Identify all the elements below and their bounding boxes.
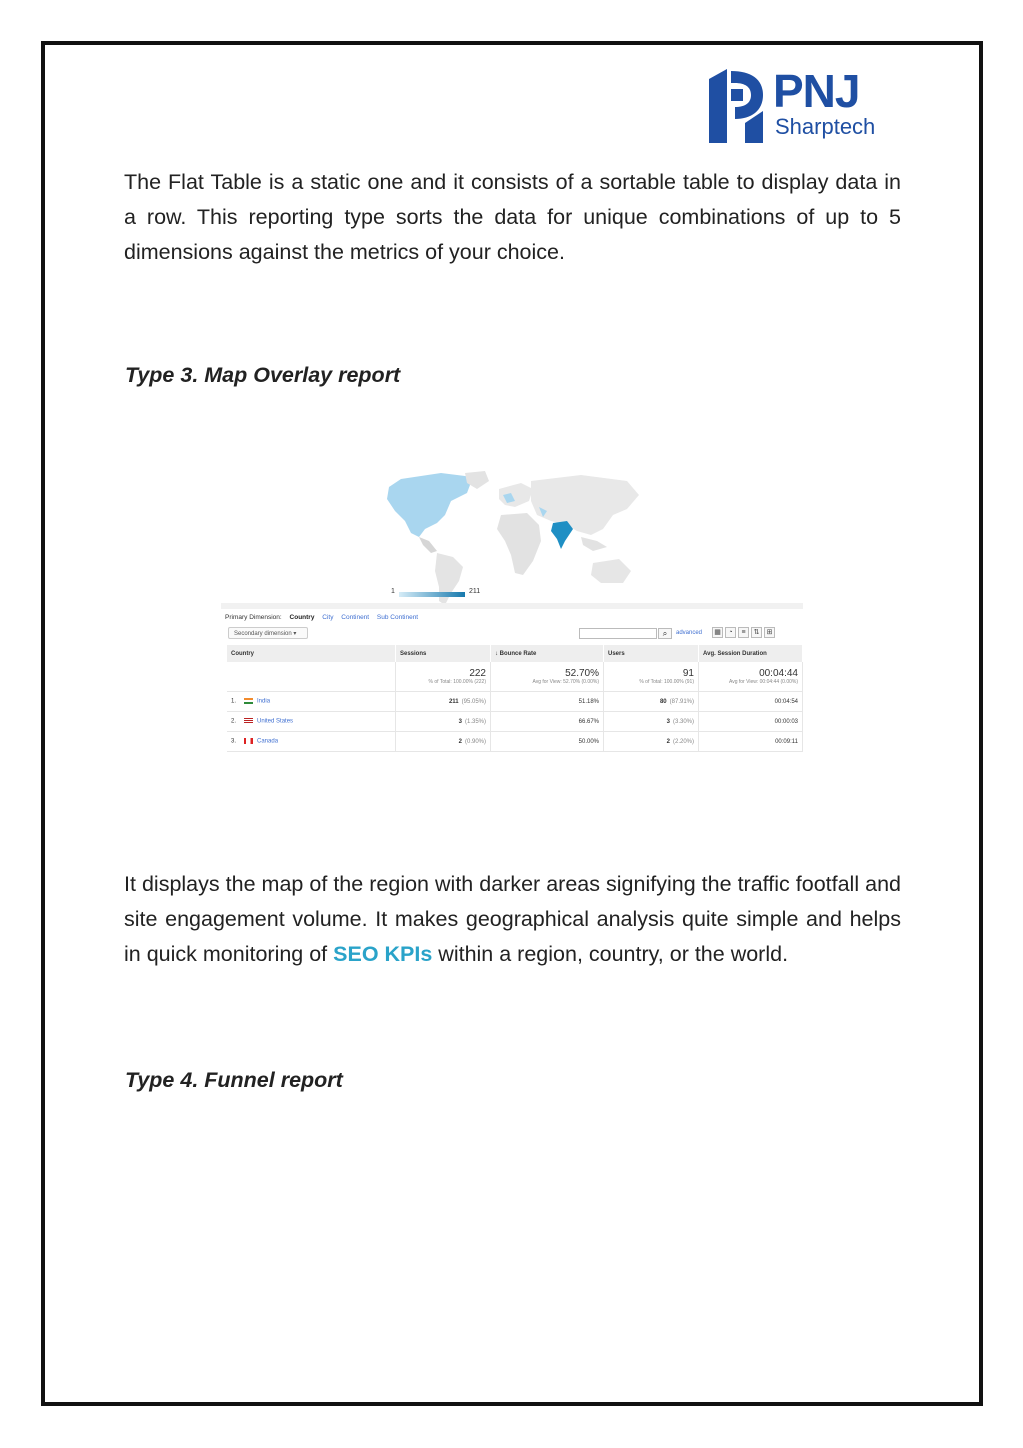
seo-kpis-link[interactable]: SEO KPIs <box>333 941 433 966</box>
duration-cell: 00:04:54 <box>699 692 803 712</box>
table-view-icon[interactable]: ▦ <box>712 627 723 638</box>
logo-sub-text: Sharptech <box>775 114 876 139</box>
map-overlay-screenshot <box>221 471 803 761</box>
page-frame <box>41 41 983 1406</box>
pivot-view-icon[interactable]: ⊞ <box>764 627 775 638</box>
us-flag-icon <box>244 718 253 724</box>
dimension-sub-continent[interactable]: Sub Continent <box>376 614 419 621</box>
dimension-city[interactable]: City <box>322 614 334 621</box>
sessions-cell <box>396 712 491 732</box>
table-search-input[interactable] <box>579 628 657 639</box>
users-value: 2 <box>666 738 670 745</box>
totals-users <box>604 662 699 692</box>
totals-users-value: 91 <box>682 668 694 679</box>
paragraph-text-before: It displays the map of the region with darker areas signifying the traffic footfall and site engagement volume. It makes geographical analysis quite simple and helps in quick monitoring of <box>124 872 901 966</box>
totals-users-sub: % of Total: 100.00% (91) <box>639 679 694 685</box>
performance-view-icon[interactable]: ≡ <box>738 627 749 638</box>
totals-sessions <box>396 662 491 692</box>
users-pct: (2.20%) <box>672 738 694 745</box>
company-logo <box>705 65 895 145</box>
heading-type-4: Type 4. Funnel report <box>125 1068 343 1092</box>
table-row <box>227 732 803 752</box>
totals-duration-sub: Avg for View: 00:04:44 (0.00%) <box>728 679 798 685</box>
users-pct: (3.30%) <box>672 718 694 725</box>
table-row <box>227 692 803 712</box>
view-toggle-group <box>712 627 777 639</box>
paragraph-text-after: within a region, country, or the world. <box>432 941 789 966</box>
sessions-value: 3 <box>458 718 462 725</box>
world-map <box>381 471 643 609</box>
totals-label-cell <box>227 662 396 692</box>
users-cell <box>604 732 699 752</box>
row-rank: 2. <box>231 718 237 725</box>
heading-type-3: Type 3. Map Overlay report <box>125 363 401 387</box>
country-link[interactable]: India <box>257 698 271 705</box>
india-flag-icon <box>244 698 253 704</box>
column-header-bounce-rate[interactable]: ↓ Bounce Rate <box>491 645 604 662</box>
country-link[interactable]: United States <box>257 718 294 725</box>
country-link[interactable]: Canada <box>257 738 279 745</box>
users-cell <box>604 712 699 732</box>
advanced-filter-link[interactable]: advanced <box>676 630 703 636</box>
primary-dimension-label: Primary Dimension: <box>225 614 282 621</box>
totals-bounce-rate <box>491 662 604 692</box>
totals-duration <box>699 662 803 692</box>
row-rank: 1. <box>231 698 237 705</box>
totals-row <box>227 662 803 692</box>
intro-paragraph: The Flat Table is a static one and it consists of a sortable table to display data in a row. This reporting type sorts the data for unique combinations of up to 5 dimensions against the metrics of your choice. <box>124 170 901 264</box>
table-row <box>227 712 803 732</box>
column-header-sessions[interactable]: Sessions <box>396 645 491 662</box>
bounce-rate-label: Bounce Rate <box>499 650 537 657</box>
column-header-country[interactable]: Country <box>227 645 396 662</box>
map-legend-max: 211 <box>469 588 481 595</box>
sessions-value: 2 <box>458 738 462 745</box>
logo-brand-text: PNJ <box>773 65 860 117</box>
duration-cell: 00:00:03 <box>699 712 803 732</box>
map-legend-min: 1 <box>391 588 395 595</box>
secondary-dimension-label: Secondary dimension <box>234 631 292 637</box>
column-header-avg-session-duration[interactable]: Avg. Session Duration <box>699 645 803 662</box>
dimension-country[interactable]: Country <box>289 614 315 621</box>
search-icon[interactable]: ⌕ <box>658 628 672 639</box>
primary-dimension-bar <box>225 614 424 621</box>
bounce-rate-cell: 66.67% <box>491 712 604 732</box>
row-rank: 3. <box>231 738 237 745</box>
map-legend-bar <box>399 592 465 597</box>
ga-data-table <box>227 645 803 752</box>
totals-bounce-rate-value: 52.70% <box>565 668 599 679</box>
duration-cell: 00:09:11 <box>699 732 803 752</box>
users-cell <box>604 692 699 712</box>
column-header-users[interactable]: Users <box>604 645 699 662</box>
users-value: 80 <box>659 698 667 705</box>
totals-bounce-rate-sub: Avg for View: 52.70% (0.00%) <box>532 679 599 685</box>
country-cell <box>227 712 396 732</box>
country-cell <box>227 732 396 752</box>
secondary-dimension-dropdown[interactable]: Secondary dimension ▾ <box>228 627 308 639</box>
totals-duration-value: 00:04:44 <box>759 668 798 679</box>
bounce-rate-cell: 50.00% <box>491 732 604 752</box>
users-pct: (87.91%) <box>669 698 694 705</box>
totals-sessions-sub: % of Total: 100.00% (222) <box>428 679 486 685</box>
users-value: 3 <box>666 718 670 725</box>
comparison-view-icon[interactable]: ⇅ <box>751 627 762 638</box>
dimension-continent[interactable]: Continent <box>341 614 370 621</box>
country-cell <box>227 692 396 712</box>
sessions-pct: (95.05%) <box>461 698 486 705</box>
pnj-logo-icon <box>705 67 767 145</box>
sessions-pct: (0.90%) <box>464 738 486 745</box>
canada-flag-icon <box>244 738 253 744</box>
table-header-row <box>227 645 803 662</box>
map-overlay-paragraph <box>124 867 901 971</box>
sessions-cell <box>396 732 491 752</box>
sessions-cell <box>396 692 491 712</box>
pie-view-icon[interactable]: ◔ <box>725 627 736 638</box>
section-divider <box>221 603 803 609</box>
sessions-pct: (1.35%) <box>464 718 486 725</box>
bounce-rate-cell: 51.18% <box>491 692 604 712</box>
totals-sessions-value: 222 <box>469 668 486 679</box>
sessions-value: 211 <box>448 698 459 705</box>
